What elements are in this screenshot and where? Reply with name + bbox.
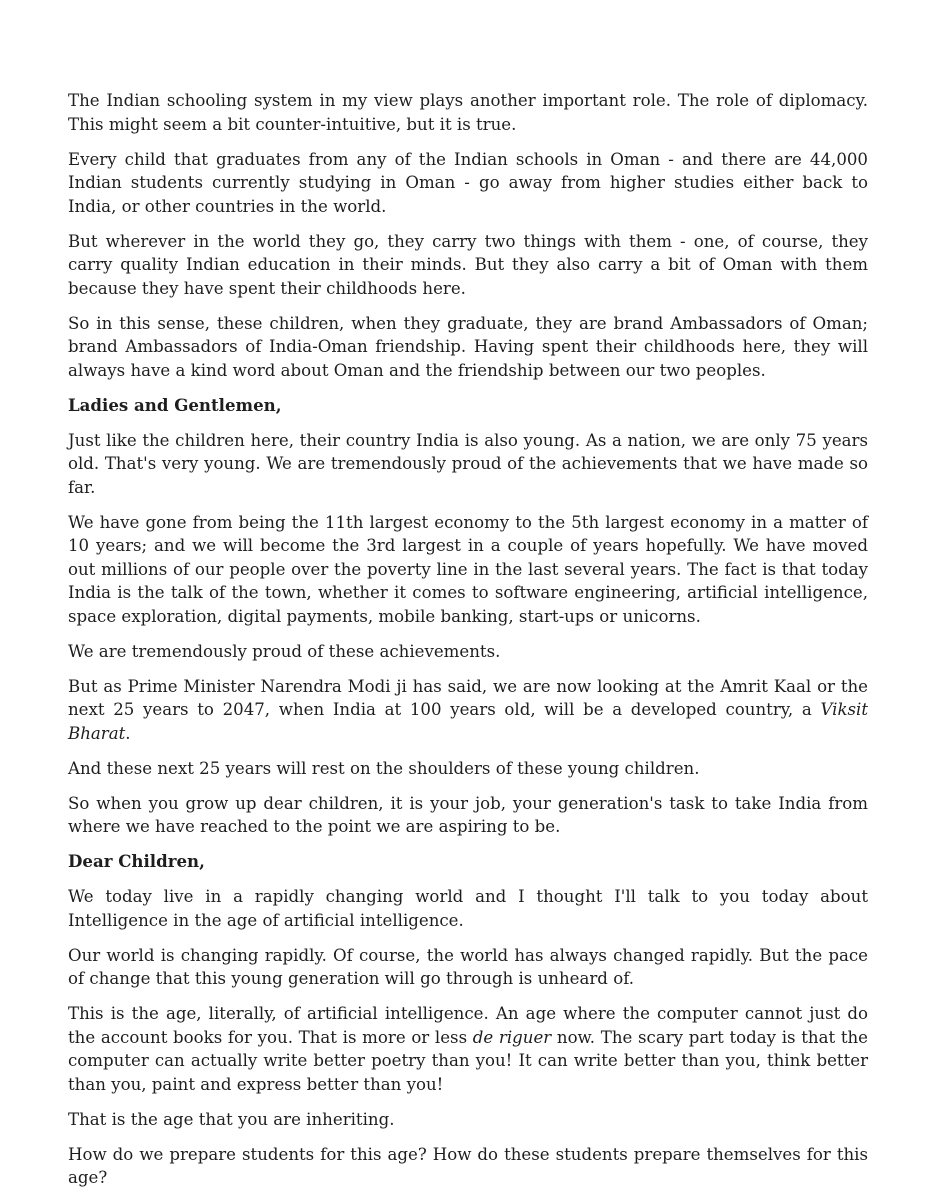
paragraph-amrit-kaal-end: . <box>125 723 131 743</box>
paragraph-economy-growth: We have gone from being the 11th largest economy to the 5th largest economy in a matter of 10 years; and we will become the 3rd largest in a couple of years hopefully. We have moved out millions of our people over the poverty line in the last several years. The fact is that today India is the talk of the town, whether it comes to software engineering, artificial intelligence, space exploration, digital payments, mobile banking, start-ups or unicorns. <box>68 512 868 626</box>
heading-ladies-and-gentlemen: Ladies and Gentlemen, <box>68 394 282 415</box>
paragraph-pace-of-change: Our world is changing rapidly. Of course, the world has always changed rapidly. But the pace of change that this young generation will go through is unheard of. <box>68 945 868 988</box>
viksit-bharat-emphasis: Viksit Bharat <box>68 700 868 743</box>
paragraph-age-of-ai-text: This is the age, literally, of artificial intelligence. An age where the computer cannot just do the account books for you. That is more or less <box>68 1004 868 1047</box>
paragraph-indian-students-in-oman: Every child that graduates from any of the Indian schools in Oman - and there are 44,000 Indian students currently studying in Oman - go away from higher studies either back to India, or other countries in the world. <box>68 149 868 216</box>
paragraph-age-you-inherit: That is the age that you are inheriting. <box>68 1109 395 1129</box>
paragraph-age-of-ai <box>68 1002 868 1096</box>
paragraph-india-is-young: Just like the children here, their country India is also young. As a nation, we are only 75 years old. That's very young. We are tremendously proud of the achievements that we have made so far. <box>68 430 868 497</box>
paragraph-role-of-diplomacy: The Indian schooling system in my view plays another important role. The role of diplomacy. This might seem a bit counter-intuitive, but it is true. <box>68 91 868 134</box>
paragraph-rapidly-changing-world: We today live in a rapidly changing world and I thought I'll talk to you today about Intelligence in the age of artificial intelligence. <box>68 887 868 930</box>
paragraph-brand-ambassadors: So in this sense, these children, when they graduate, they are brand Ambassadors of Oman; brand Ambassadors of India-Oman friendship. Having spent their childhoods here, they will always have a kind word about Oman and the friendship between our two peoples. <box>68 313 868 380</box>
paragraph-carry-two-things: But wherever in the world they go, they carry two things with them - one, of course, they carry quality Indian education in their minds. But they also carry a bit of Oman with them because they have spent their childhoods here. <box>68 231 868 298</box>
paragraph-how-to-prepare: How do we prepare students for this age? How do these students prepare themselves for this age? <box>68 1144 868 1187</box>
paragraph-proud-of-achievements: We are tremendously proud of these achievements. <box>68 641 501 661</box>
heading-dear-children: Dear Children, <box>68 851 205 871</box>
paragraph-amrit-kaal-text: But as Prime Minister Narendra Modi ji has said, we are now looking at the Amrit Kaal or the next 25 years to 2047, when India at 100 years old, will be a developed country, a <box>68 676 868 719</box>
paragraph-age-of-ai-end: now. The scary part today is that the computer can actually write better poetry than you! It can write better than you, think better than you, paint and express better than you! <box>68 1027 868 1094</box>
paragraph-next-25-years: And these next 25 years will rest on the shoulders of these young children. <box>68 758 700 778</box>
paragraph-your-generations-task: So when you grow up dear children, it is your job, your generation's task to take India from where we have reached to the point we are aspiring to be. <box>68 793 868 836</box>
de-riguer-emphasis: de riguer <box>472 1027 552 1047</box>
paragraph-amrit-kaal <box>68 675 868 746</box>
